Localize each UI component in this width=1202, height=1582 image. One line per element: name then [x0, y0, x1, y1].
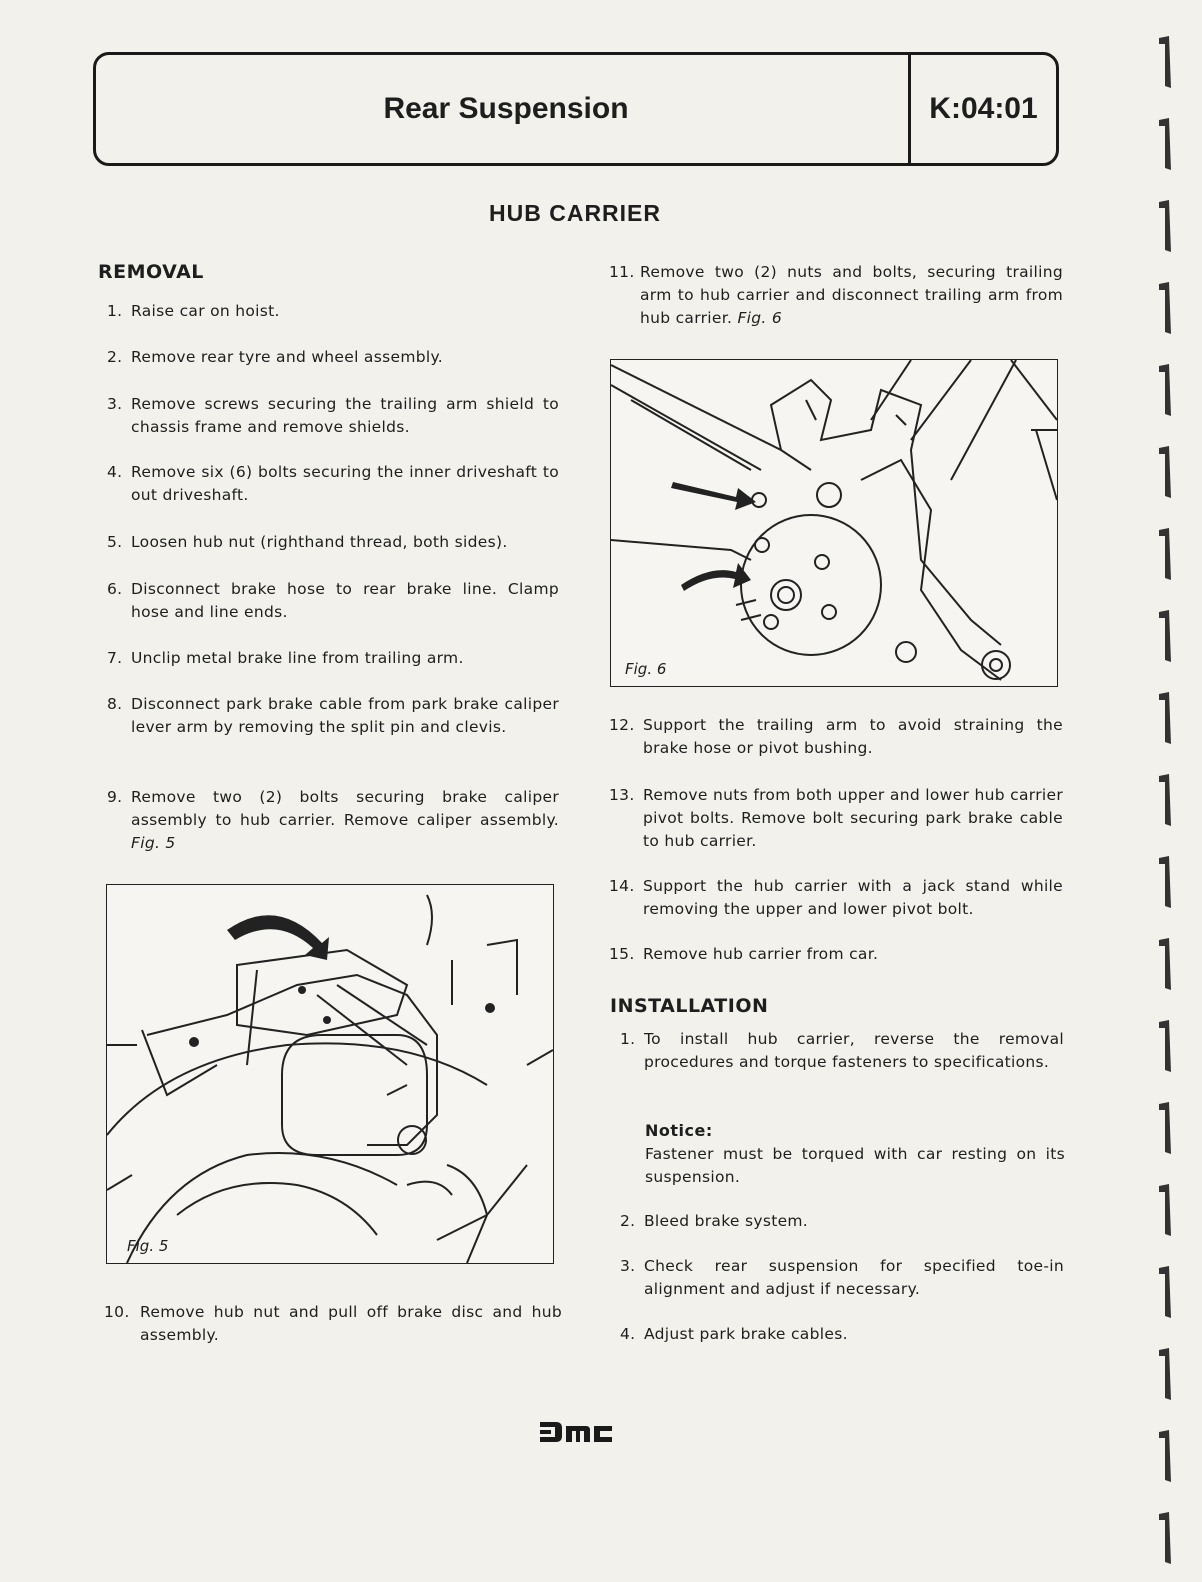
binder-tab-icon — [1159, 856, 1171, 908]
binder-tab-icon — [1159, 1512, 1171, 1564]
binder-tab-icon — [1159, 446, 1171, 498]
hub-carrier-drawing — [611, 360, 1057, 686]
binder-tab-icon — [1159, 610, 1171, 662]
binder-tab-icon — [1159, 1430, 1171, 1482]
removal-step: 9. Remove two (2) bolts securing brake caliper assembly to hub carrier. Remove caliper assembly. Fig. 5 — [107, 788, 559, 852]
binder-tab-icon — [1159, 1348, 1171, 1400]
removal-step: 4. Remove six (6) bolts securing the inner driveshaft to out driveshaft. — [107, 463, 559, 504]
figure-5-caliper-illustration — [106, 884, 554, 1264]
page-header — [93, 52, 1059, 166]
installation-step: 4. Adjust park brake cables. — [620, 1325, 848, 1343]
installation-step: 1. To install hub carrier, reverse the removal procedures and torque fasteners to specifications. — [620, 1030, 1064, 1071]
binder-tab-icon — [1159, 36, 1171, 88]
binder-tab-icon — [1159, 528, 1171, 580]
removal-step: 7. Unclip metal brake line from trailing arm. — [107, 649, 464, 667]
binder-tab-icon — [1159, 1102, 1171, 1154]
binder-tab-icon — [1159, 1020, 1171, 1072]
binder-tab-icon — [1159, 1184, 1171, 1236]
binder-tab-icon — [1159, 1266, 1171, 1318]
removal-step: 11. Remove two (2) nuts and bolts, securing trailing arm to hub carrier and disconnect trailing arm from hub carrier. Fig. 6 — [609, 263, 1063, 327]
page-title: Rear Suspension — [383, 92, 629, 125]
section-title: HUB CARRIER — [489, 200, 661, 226]
binder-tab-icon — [1159, 118, 1171, 170]
removal-step: 2. Remove rear tyre and wheel assembly. — [107, 348, 443, 366]
figure-6-label: Fig. 6 — [625, 660, 667, 678]
dmc-logo — [538, 1418, 614, 1446]
figure-6-hub-carrier-illustration — [610, 359, 1058, 687]
removal-step: 15. Remove hub carrier from car. — [609, 945, 879, 963]
removal-step: 10. Remove hub nut and pull off brake disc and hub assembly. — [104, 1303, 562, 1344]
removal-step: 14. Support the hub carrier with a jack stand while removing the upper and lower pivot bolt. — [609, 877, 1063, 918]
binder-tab-icon — [1159, 938, 1171, 990]
removal-step: 12. Support the trailing arm to avoid straining the brake hose or pivot bushing. — [609, 716, 1063, 757]
installation-heading: INSTALLATION — [610, 995, 769, 1017]
installation-step: 3. Check rear suspension for specified toe-in alignment and adjust if necessary. — [620, 1257, 1064, 1298]
installation-step: 2. Bleed brake system. — [620, 1212, 809, 1230]
removal-step: 6. Disconnect brake hose to rear brake line. Clamp hose and line ends. — [107, 580, 559, 621]
notice-title: Notice: — [645, 1121, 713, 1140]
section-code: K:04:01 — [929, 92, 1038, 125]
removal-step: 8. Disconnect park brake cable from park brake caliper lever arm by removing the split pin and clevis. — [107, 695, 559, 736]
figure-5-label: Fig. 5 — [127, 1237, 169, 1255]
removal-step: 3. Remove screws securing the trailing arm shield to chassis frame and remove shields. — [107, 395, 559, 436]
removal-heading: REMOVAL — [98, 261, 204, 283]
binder-tab-icon — [1159, 692, 1171, 744]
removal-step: 13. Remove nuts from both upper and lower hub carrier pivot bolts. Remove bolt securing park brake cable to hub carrier. — [609, 786, 1063, 850]
binder-tab-icon — [1159, 774, 1171, 826]
removal-step: 1. Raise car on hoist. — [107, 302, 280, 320]
binder-tab-icon — [1159, 364, 1171, 416]
removal-step: 5. Loosen hub nut (righthand thread, both sides). — [107, 533, 508, 551]
binder-tab-icon — [1159, 200, 1171, 252]
binder-tab-icon — [1159, 282, 1171, 334]
caliper-drawing — [107, 885, 553, 1263]
notice-text: Fastener must be torqued with car resting on its suspension. — [645, 1145, 1065, 1186]
